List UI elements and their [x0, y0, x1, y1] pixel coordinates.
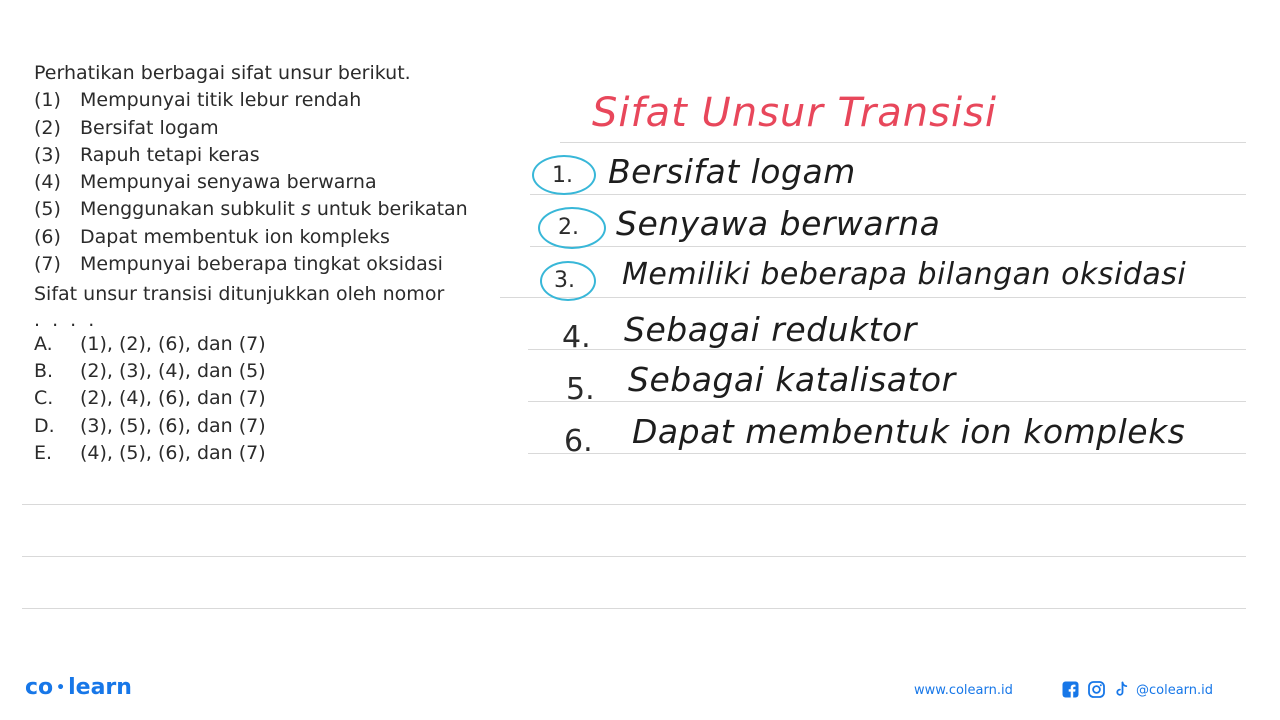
- item-text-italic: s: [300, 198, 311, 221]
- note-number: 5.: [566, 372, 595, 407]
- question-dots: . . . .: [34, 308, 98, 331]
- item-number: (4): [34, 171, 61, 194]
- option-letter: B.: [34, 359, 54, 382]
- answer-option[interactable]: [34, 440, 524, 467]
- question-intro: Perhatikan berbagai sifat unsur berikut.: [34, 62, 411, 84]
- answer-option[interactable]: [34, 413, 524, 440]
- item-number: (6): [34, 225, 61, 248]
- option-letter: D.: [34, 414, 55, 437]
- ruled-line: [528, 453, 1246, 454]
- question-item: [34, 251, 524, 278]
- logo-dot: •: [56, 680, 66, 696]
- note-item: Bersifat logam: [608, 152, 856, 191]
- ruled-line: [22, 556, 1246, 557]
- note-item: Memiliki beberapa bilangan oksidasi: [622, 257, 1187, 292]
- note-number: 1.: [552, 163, 573, 188]
- item-text: Mempunyai beberapa tingkat oksidasi: [80, 253, 443, 276]
- ruled-line: [528, 401, 1246, 402]
- logo-left: co: [25, 675, 54, 700]
- logo-right: learn: [68, 675, 132, 700]
- item-text: Bersifat logam: [80, 116, 219, 139]
- note-number: 4.: [562, 320, 591, 355]
- instagram-icon[interactable]: [1088, 681, 1105, 698]
- question-item: [34, 115, 524, 142]
- note-item: Sebagai katalisator: [628, 360, 956, 399]
- note-number: 6.: [564, 424, 593, 459]
- item-text-after: untuk berikatan: [310, 198, 468, 221]
- item-text-before: Menggunakan subkulit: [80, 198, 301, 221]
- note-item: Sebagai reduktor: [624, 310, 917, 349]
- note-number: 3.: [554, 268, 575, 293]
- note-number: 2.: [558, 215, 579, 240]
- ruled-line: [22, 504, 1246, 505]
- question-item: [34, 224, 524, 251]
- question-prompt: Sifat unsur transisi ditunjukkan oleh nomor: [34, 283, 445, 306]
- item-number: (3): [34, 143, 61, 166]
- item-text: Dapat membentuk ion kompleks: [80, 225, 390, 248]
- note-item: Dapat membentuk ion kompleks: [632, 412, 1186, 451]
- ruled-line: [528, 349, 1246, 350]
- option-text: (2), (4), (6), dan (7): [80, 387, 266, 410]
- item-number: (1): [34, 89, 61, 112]
- question-item: [34, 142, 524, 169]
- answer-option[interactable]: [34, 331, 524, 358]
- answer-option[interactable]: [34, 358, 524, 385]
- option-letter: C.: [34, 387, 54, 410]
- option-letter: A.: [34, 332, 53, 355]
- website-link[interactable]: www.colearn.id: [914, 683, 1013, 698]
- item-number: (2): [34, 116, 61, 139]
- item-text: Rapuh tetapi keras: [80, 143, 260, 166]
- ruled-line: [560, 142, 1246, 143]
- option-letter: E.: [34, 441, 53, 464]
- answer-option[interactable]: [34, 385, 524, 412]
- item-number: (7): [34, 253, 61, 276]
- item-text: Mempunyai senyawa berwarna: [80, 171, 377, 194]
- tiktok-icon[interactable]: [1113, 681, 1130, 698]
- option-text: (2), (3), (4), dan (5): [80, 359, 266, 382]
- question-block: [34, 60, 524, 467]
- item-text: Mempunyai titik lebur rendah: [80, 89, 362, 112]
- question-item: [34, 87, 524, 114]
- ruled-line: [530, 194, 1246, 195]
- social-handle[interactable]: @colearn.id: [1136, 683, 1214, 698]
- question-item: [34, 169, 524, 196]
- ruled-line: [530, 246, 1246, 247]
- option-text: (3), (5), (6), dan (7): [80, 414, 266, 437]
- option-text: (4), (5), (6), dan (7): [80, 441, 266, 464]
- note-item: Senyawa berwarna: [616, 204, 941, 243]
- notes-title: Sifat Unsur Transisi: [592, 90, 998, 136]
- ruled-line: [22, 608, 1246, 609]
- colearn-logo: [25, 675, 132, 700]
- facebook-icon[interactable]: [1062, 681, 1079, 698]
- question-item: [34, 196, 524, 223]
- ruled-line: [500, 297, 1246, 298]
- option-text: (1), (2), (6), dan (7): [80, 332, 266, 355]
- item-number: (5): [34, 198, 61, 221]
